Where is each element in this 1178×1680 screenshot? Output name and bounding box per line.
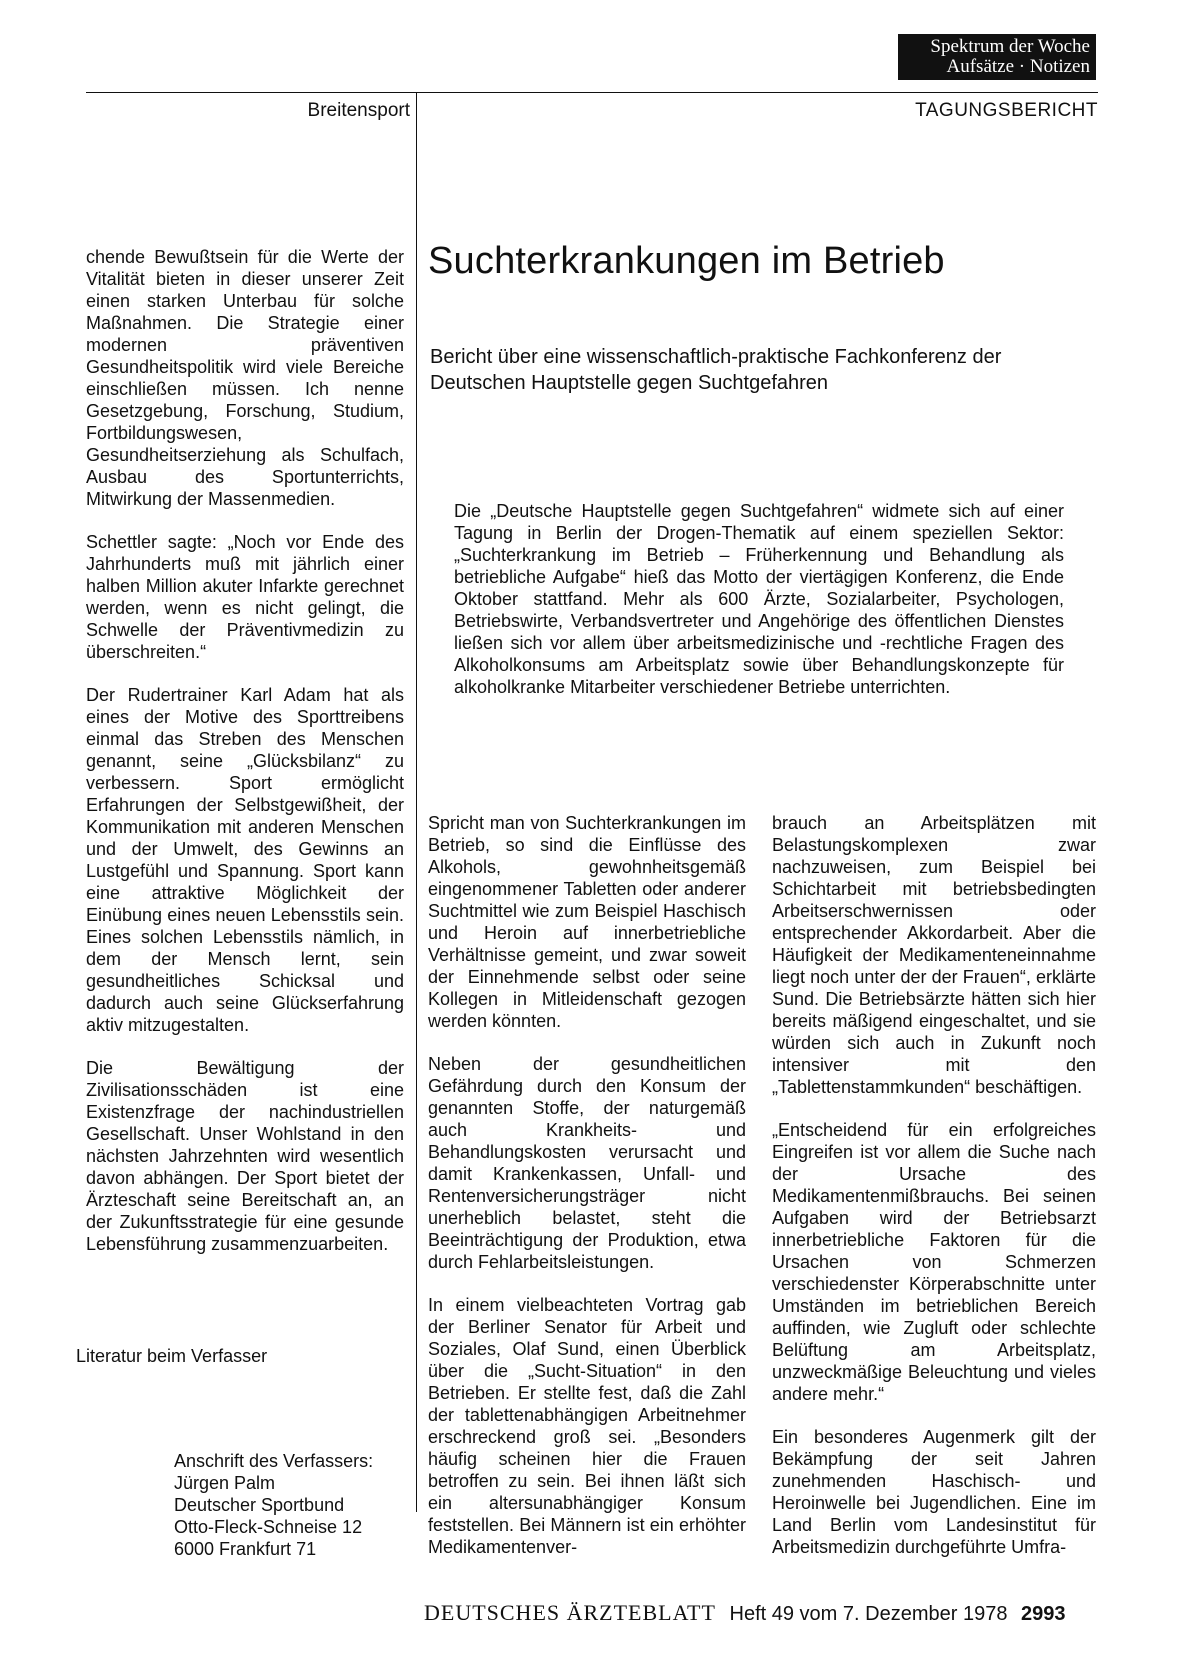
paragraph: brauch an Arbeitsplätzen mit Belastungskomplexen zwar nachzuweisen, zum Beispiel bei Schichtarbeit mit betriebsbedingten Arbeitserschwernissen oder entsprechender Akkordarbeit. Aber die Häufigkeit der Medikamenteneinnahme liegt noch unter der der Frauen“, erklärte Sund. Die Betriebsärzte hätten sich hier bereits mäßigend eingeschaltet, und sie würden sich auch in Zukunft noch intensiver mit den „Tablettenstammkunden“ beschäftigen. [772, 813, 1096, 1097]
journal-name: DEUTSCHES ÄRZTEBLATT [424, 1600, 716, 1625]
issue-info: Heft 49 vom 7. Dezember 1978 [729, 1603, 1008, 1625]
paragraph: Der Rudertrainer Karl Adam hat als eines der Motive des Sporttreibens einmal das Streben des Menschen genannt, seine „Glücksbilanz“ zu verbessern. Sport ermöglicht Erfahrungen der Selbstgewißheit, der Kommunikation mit anderen Menschen und der Umwelt, des Gewinns an Lustgefühl und Spannung. Sport kann eine attraktive Möglichkeit der Einübung eines neuen Lebensstils sein. Eines solchen Lebensstils nämlich, in dem der Mensch lernt, sein gesundheitliches Schicksal und dadurch auch seine Glückserfahrung aktiv mitzugestalten. [86, 685, 404, 1035]
paragraph: Die Bewältigung der Zivilisationsschäden ist eine Existenzfrage der nachindustriellen Gesellschaft. Unser Wohlstand in den nächsten Jahrzehnten wird wesentlich davon abhängen. Der Sport bietet der Ärzteschaft seine Bereitschaft an, an der Zukunftsstrategie für eine gesunde Lebensführung zusammenzuarbeiten. [86, 1058, 404, 1254]
paragraph: In einem vielbeachteten Vortrag gab der Berliner Senator für Arbeit und Soziales, Olaf Sund, einen Überblick über die „Sucht-Situation“ in den Betrieben. Er stellte fest, daß die Zahl der tablettenabhängigen Arbeitnehmer erschreckend groß sei. „Besonders häufig scheinen hier die Frauen betroffen zu sein. Bei ihnen läßt sich ein altersunabhängiger Konsum feststellen. Bei Männern ist ein erhöhter Medikamentenver- [428, 1295, 746, 1557]
column-divider [416, 92, 417, 1512]
paragraph: chende Bewußtsein für die Werte der Vitalität bieten in dieser unserer Zeit einen starken Unterbau für solche Maßnahmen. Die Strategie einer modernen präventiven Gesundheitspolitik wird viele Bereiche einschließen müssen. Ich nenne Gesetzgebung, Forschung, Studium, Fortbildungswesen, Gesundheitserziehung als Schulfach, Ausbau des Sportunterrichts, Mitwirkung der Massenmedien. [86, 247, 404, 509]
right-column [772, 812, 1096, 1579]
address-line: Jürgen Palm [174, 1473, 276, 1493]
middle-column [428, 812, 746, 1579]
paragraph: Schettler sagte: „Noch vor Ende des Jahrhunderts muß mit jährlich einer halben Million akuter Infarkte gerechnet werden, wenn es nicht gelingt, die Schwelle der Präventivmedizin zu überschreiten.“ [86, 532, 404, 662]
section-label-right: TAGUNGSBERICHT [915, 100, 1098, 121]
literature-note: Literatur beim Verfasser [76, 1346, 268, 1366]
paragraph: Neben der gesundheitlichen Gefährdung durch den Konsum der genannten Stoffe, der naturgemäß auch Krankheits- und Behandlungskosten verursacht und damit Krankenkassen, Unfall- und Rentenversicherungsträger nicht unerheblich belastet, steht die Beeinträchtigung der Produktion, etwa durch Fehlarbeitsleistungen. [428, 1054, 746, 1272]
article-subtitle: Bericht über eine wissenschaftlich-praktische Fachkonferenz der Deutschen Hauptstelle gegen Suchtgefahren [430, 346, 1002, 394]
badge-line-1: Spektrum der Woche [930, 36, 1090, 57]
paragraph: Spricht man von Suchterkrankungen im Betrieb, so sind die Einflüsse des Alkohols, gewohnheitsgemäß eingenommener Tabletten oder anderer Suchtmittel wie zum Beispiel Haschisch und Heroin auf innerbetriebliche Verhältnisse gemeint, und zwar soweit der Einnehmende selbst oder seine Kollegen in Mitleidenschaft gezogen werden könnten. [428, 813, 746, 1031]
header-rule [86, 92, 1098, 93]
section-label-left: Breitensport [307, 100, 410, 121]
paragraph: Ein besonderes Augenmerk gilt der Bekämpfung der seit Jahren zunehmenden Haschisch- und Heroinwelle bei Jugendlichen. Eine im Land Berlin vom Landesinstitut für Arbeitsmedizin durchgeführte Umfra- [772, 1427, 1096, 1557]
page-number: 2993 [1021, 1603, 1066, 1625]
left-column [86, 246, 404, 1276]
article-intro [454, 500, 1064, 698]
section-badge [898, 34, 1096, 80]
intro-paragraph: Die „Deutsche Hauptstelle gegen Suchtgefahren“ widmete sich auf einer Tagung in Berlin der Drogen-Thematik auf einem speziellen Sektor: „Suchterkrankung im Betrieb – Früherkennung und Behandlung als betriebliche Aufgabe“ hieß das Motto der viertägigen Konferenz, die Ende Oktober stattfand. Mehr als 600 Ärzte, Sozialarbeiter, Psychologen, Betriebswirte, Verbandsvertreter und Angehörige des öffentlichen Dienstes ließen sich vor allem über arbeitsmedizinische und -rechtliche Fragen des Alkoholkonsums am Arbeitsplatz sowie über Behandlungskonzepte für alkoholkranke Mitarbeiter verschiedener Betriebe unterrichten. [454, 501, 1064, 697]
paragraph: „Entscheidend für ein erfolgreiches Eingreifen ist vor allem die Suche nach der Ursache des Medikamentenmißbrauchs. Bei seinen Aufgaben wird der Betriebsarzt innerbetriebliche Faktoren für die Ursachen von Schmerzen verschiedenster Körperabschnitte unter Umständen im betrieblichen Bereich auffinden, wie Zugluft oder schlechte Belüftung am Arbeitsplatz, unzweckmäßige Beleuchtung und vieles andere mehr.“ [772, 1120, 1096, 1404]
page-footer [424, 1600, 1104, 1626]
address-line: 6000 Frankfurt 71 [174, 1539, 317, 1559]
address-line: Deutscher Sportbund [174, 1495, 345, 1515]
author-address [174, 1450, 414, 1560]
article-title: Suchterkrankungen im Betrieb [428, 240, 945, 282]
badge-line-2: Aufsätze · Notizen [946, 56, 1090, 77]
address-line: Anschrift des Verfassers: [174, 1451, 374, 1471]
address-line: Otto-Fleck-Schneise 12 [174, 1517, 363, 1537]
